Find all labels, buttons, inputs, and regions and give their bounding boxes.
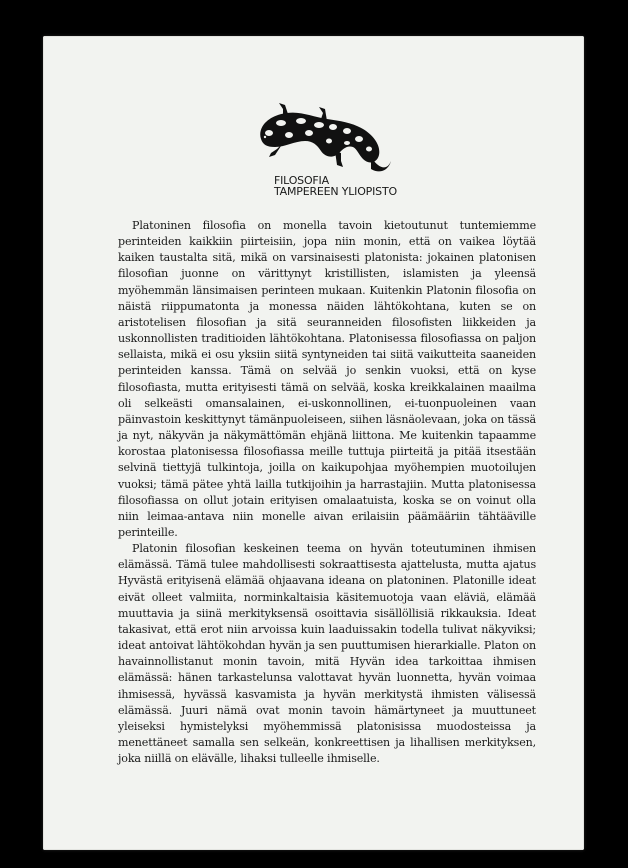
logo-subtitle: TAMPEREEN YLIOPISTO <box>274 185 397 198</box>
salamander-icon <box>255 95 395 175</box>
publisher-logo <box>255 95 395 203</box>
blurb-text <box>118 218 536 767</box>
blurb-paragraph-2: Platonin filosofian keskeinen teema on hyvän toteutuminen ihmisen elämässä. Tämä tulee mahdollisesti sokraattisesta ajattelusta, mutta ajatus Hyvästä erityisenä elämää ohjaavana ideana on platoninen. Platonille ideat eivät olleet valmiita, norminkaltaisia käsitemuotoja vaan eläviä, elämää muuttavia ja siinä merkityksensä osoittavia sisällöllisiä rikkauksia. Ideat takasivat, että erot niin arvoissa kuin laaduissakin todella tulivat näkyviksi; ideat antoivat lähtökohdan hyvän ja sen puuttumisen hierarkialle. Platon on havainnollistanut monin tavoin, mitä Hyvän idea tarkoittaa ihmisen elämässä: hänen tarkastelunsa valottavat hyvän luonnetta, hyvän voimaa ihmisessä, hyvässä kasvamista ja hyvän merkitystä ihmisten välisessä elämässä. Juuri nämä ovat monin tavoin hämärtyneet ja muuttuneet yleiseksi hymistelyksi myöhemmissä platonisissa muodosteissa ja menettäneet samalla sen selkeän, konkreettisen ja lihallisen merkityksen, joka niillä on elävälle, lihaksi tulleelle ihmiselle. <box>118 542 536 766</box>
logo-title: FILOSOFIA <box>274 174 329 187</box>
blurb-paragraph-1: Platoninen filosofia on monella tavoin kietoutunut tuntemiemme perinteiden kaikkiin piirteisiin, jopa niin monin, että on vaikea löytää kaiken taustalta sitä, mikä on varsinaisesti platonista: jokainen platonisen filosofian juonne on värittynyt kristillisten, islamisten ja yleensä myöhemmän länsimaisen perinteen mukaan. Kuitenkin Platonin filosofia on näistä riippumatonta ja monessa näiden lähtökohtana, kuten se on aristotelisen filosofian ja sitä seuranneiden filosofisten liikkeiden ja uskonnollisten traditioiden lähtökohtana. Platonisessa filosofiassa on paljon sellaista, mikä ei osu yksiin siitä syntyneiden tai siitä vaikutteita saaneiden perinteiden kanssa. Tämä on selvää jo senkin vuoksi, että on kyse filosofiasta, mutta erityisesti tämä on selvää, koska kreikkalainen maailma oli selkeästi omansalainen, ei-uskonnollinen, ei-tuonpuoleinen vaan päinvastoin keskittynyt tämänpuoleiseen, siihen läsnäolevaan, joka on tässä ja nyt, näkyvän ja näkymättömän ehjänä liittona. Me kuitenkin tapaamme korostaa platonisessa filosofiassa meille tuttuja piirteitä ja pitää itsestään selvinä tiettyjä tulkintoja, joilla on kaikupohjaa myöhempien muotoilujen vuoksi; tämä pätee yhtä lailla tutkijoihin ja harrastajiin. Mutta platonisessa filosofiassa on ollut jotain erityisen omalaatuista, koska se on voinut olla niin leimaa-antava niin monelle aivan erilaisiin päämääriin tähtääville perinteille. <box>118 219 536 539</box>
book-back-cover <box>43 36 584 850</box>
